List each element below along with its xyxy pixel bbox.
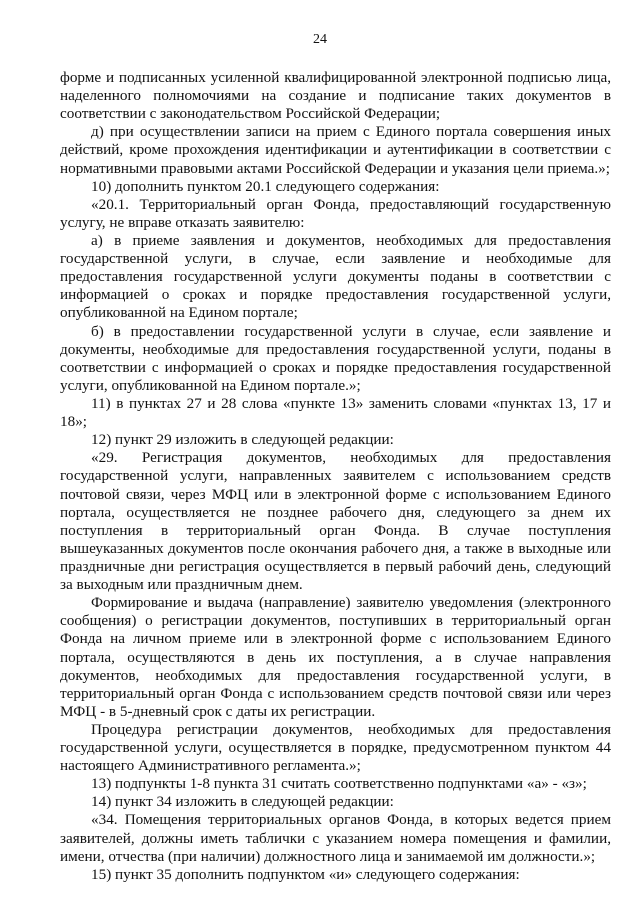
paragraph: 10) дополнить пунктом 20.1 следующего содержания: bbox=[91, 177, 440, 195]
paragraph: Процедура регистрации документов, необходимых для предоставления государственной услуги, осуществляется в порядке, предусмотренном пунктом 44 настоящего Административного регламента.»; bbox=[60, 720, 611, 775]
paragraph: Формирование и выдача (направление) заявителю уведомления (электронного сообщения) о регистрации документов, поступивших в территориальный орган Фонда на личном приеме или в электронной форме с использованием Единого портала, осуществляются в день их поступления, а в случае направления документов, необходимых для предоставления государственной услуги, в территориальный орган Фонда с использованием средств почтовой связи или через МФЦ - в 5-дневный срок с даты их регистрации. bbox=[60, 594, 611, 720]
paragraph: «20.1. Территориальный орган Фонда, предоставляющий государственную услугу, не вправе отказать заявителю: bbox=[60, 195, 611, 231]
paragraph: 14) пункт 34 изложить в следующей редакции: bbox=[91, 793, 394, 811]
paragraph: 13) подпункты 1-8 пункта 31 считать соответственно подпунктами «а» - «з»; bbox=[91, 775, 587, 793]
paragraph: «29. Регистрация документов, необходимых для предоставления государственной услуги, направленных заявителем с использованием средств почтовой связи, через МФЦ или в электронной форме с использованием Единого портала, осуществляется не позднее рабочего дня, следующего за днем их поступления в территориальный орган Фонда. В случае поступления вышеуказанных документов после окончания рабочего дня, а также в выходные или праздничные дни регистрация осуществляется в первый рабочий день, следующий за выходным или праздничным днем. bbox=[60, 449, 611, 594]
paragraph: 15) пункт 35 дополнить подпунктом «и» следующего содержания: bbox=[91, 865, 520, 883]
paragraph: д) при осуществлении записи на прием с Единого портала совершения иных действий, кроме прохождения идентификации и аутентификации в соответствии с нормативными правовыми актами Российской Федерации и указания цели приема.»; bbox=[60, 123, 611, 177]
paragraph: «34. Помещения территориальных органов Фонда, в которых ведется прием заявителей, должны иметь таблички с указанием номера помещения и фамилии, имени, отчества (при наличии) должностного лица и занимаемой им должности.»; bbox=[60, 811, 611, 865]
paragraph: б) в предоставлении государственной услуги в случае, если заявление и документы, необходимые для предоставления государственной услуги, поданы в соответствии с информацией о сроках и порядке предоставления государственной услуги, опубликованной на Едином портале.»; bbox=[60, 322, 611, 394]
paragraph: 12) пункт 29 изложить в следующей редакции: bbox=[91, 431, 394, 449]
document-body bbox=[60, 69, 611, 884]
paragraph: форме и подписанных усиленной квалифицированной электронной подписью лица, наделенного полномочиями на создание и подписание таких документов в соответствии с законодательством Российской Федерации; bbox=[60, 69, 611, 123]
page-number: 24 bbox=[313, 32, 327, 47]
paragraph: 11) в пунктах 27 и 28 слова «пункте 13» заменить словами «пунктах 13, 17 и 18»; bbox=[60, 394, 611, 431]
paragraph: а) в приеме заявления и документов, необходимых для предоставления государственной услуги, в случае, если заявление и необходимые для предоставления государственной услуги документы поданы в соответствии с информацией о сроках и порядке предоставления государственной услуги, опубликованной на Едином портале; bbox=[60, 231, 611, 322]
